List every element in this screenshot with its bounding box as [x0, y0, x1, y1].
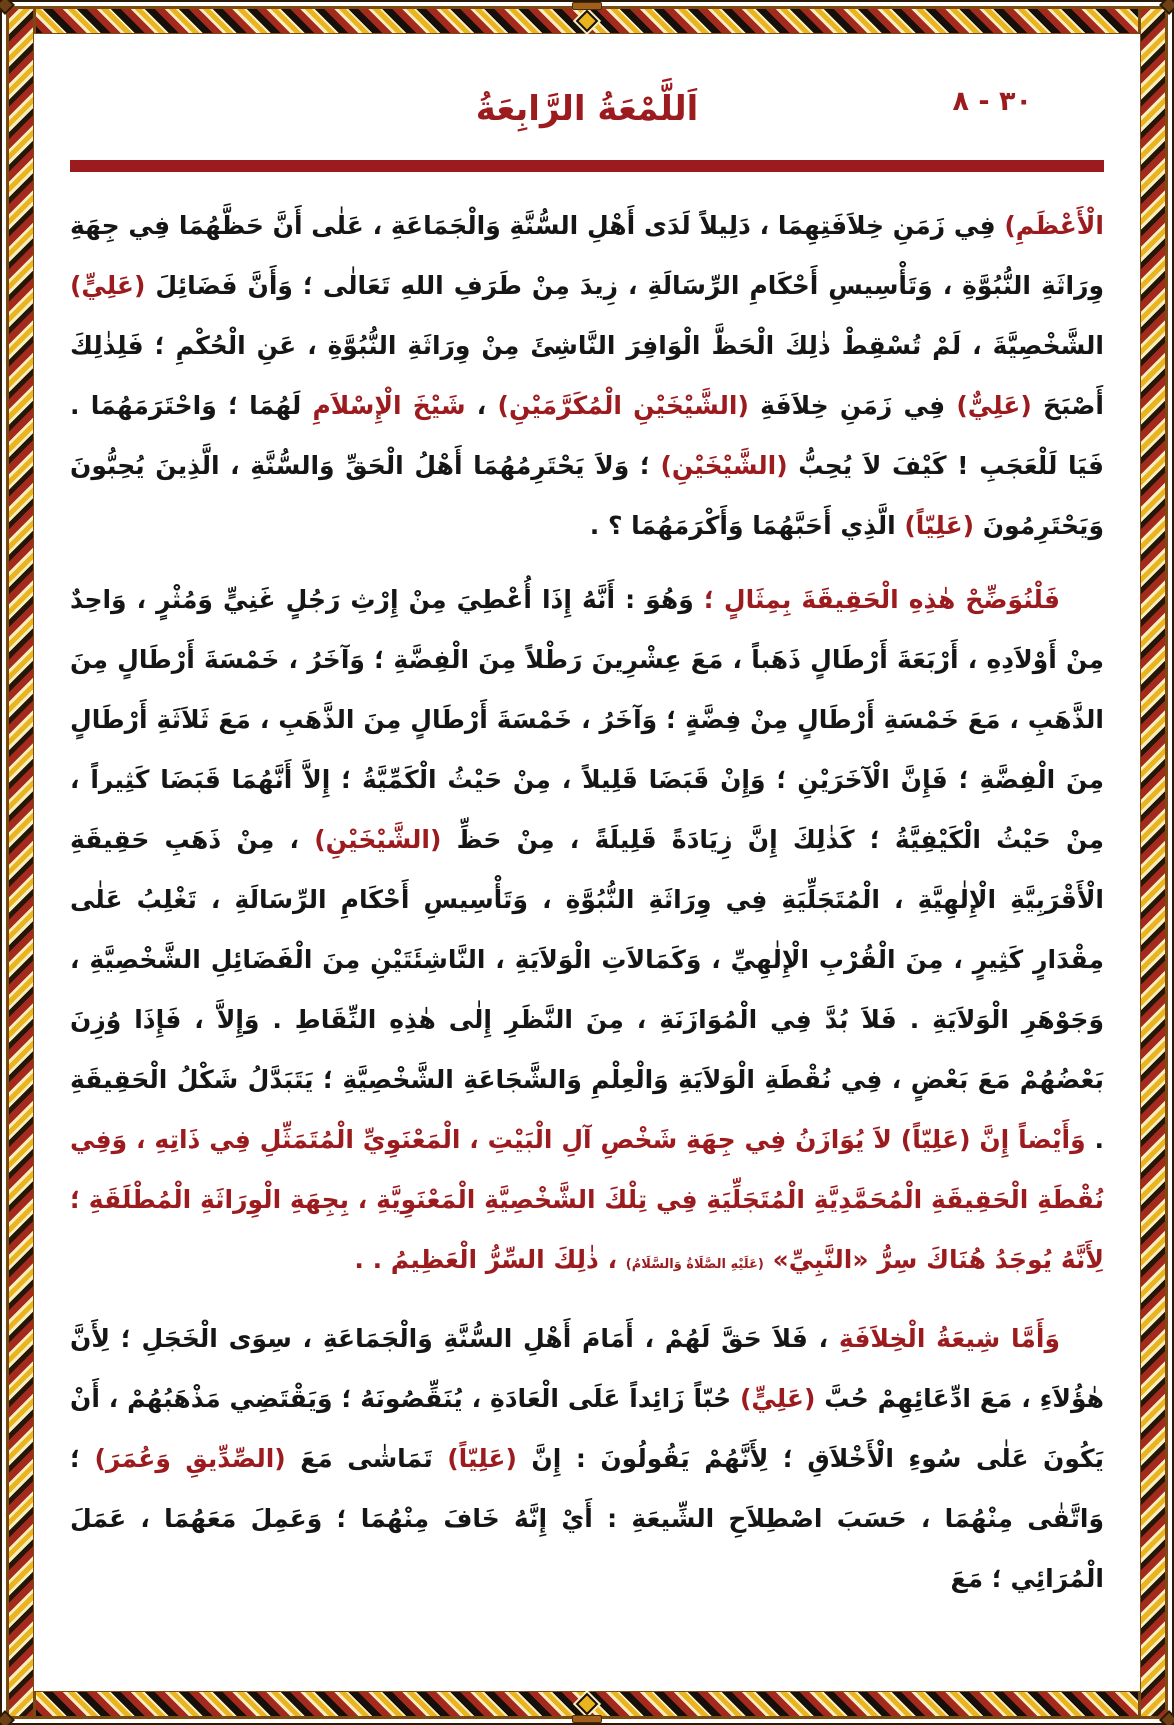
border-top-center-tab: [572, 2, 602, 10]
body-text: [70, 196, 1104, 1609]
border-bottom-band: [6, 1689, 1168, 1719]
text-segment: (عَلِيٍّ): [70, 271, 146, 300]
border-corner-ornament: [1159, 1710, 1174, 1725]
text-segment: ؛ وَاتَّقٰى مِنْهُمَا ، حَسَبَ اصْطِلاَحِ الشِّيعَةِ : أَيْ إِنَّهُ خَافَ مِنْهُمَا ؛ وَعَمِلَ مَعَهُمَا ، عَمَلَ الْمُرَائِي ؛ مَعَ: [70, 1444, 1104, 1593]
border-corner-ornament: [1159, 0, 1174, 15]
border-corner-ornament: [0, 0, 15, 15]
text-segment: (الشَّيْخَيْنِ الْمُكَرَّمَيْنِ): [497, 391, 749, 420]
text-segment: (الشَّيْخَيْنِ): [660, 451, 788, 480]
text-segment: (عَلِيّاً): [447, 1444, 517, 1473]
text-segment: وَأَيْضاً إِنَّ (عَلِيّاً) لاَ يُوَازَنُ فِي جِهَةِ شَخْصِ آلِ الْبَيْتِ ، الْمَعْنَوِيِّ الْمُتَمَثِّلِ فِي ذَاتِهِ ، وَفِي نُقْطَةِ الْحَقِيقَةِ الْمُحَمَّدِيَّةِ الْمُتَجَلِّيَةِ فِي تِلْكَ الشَّخْصِيَّةِ الْمَعْنَوِيَّةِ ، بِجِهَةِ الْوِرَاثَةِ الْمُطْلَقَةِ ؛ لِأَنَّهُ يُوجَدُ هُنَاكَ سِرُّ «النَّبِيِّ»: [70, 1125, 1104, 1274]
text-segment: الْأَعْظَمِ): [995, 211, 1104, 240]
text-segment: (الصِّدِّيقِ وَعُمَرَ): [94, 1444, 286, 1473]
border-corner-ornament: [0, 1710, 15, 1725]
page-title: اَللَّمْعَةُ الرَّابِعَةُ: [475, 89, 699, 129]
text-segment: الَّذِي أَحَبَّهُمَا وَأَكْرَمَهُمَا ؟ .: [589, 511, 905, 540]
text-segment: ، ذٰلِكَ السِّرُّ الْعَظِيمُ . .: [354, 1245, 626, 1274]
text-segment: تَمَاشٰى مَعَ: [285, 1444, 448, 1473]
page-header: [70, 74, 1104, 152]
text-segment: (الشَّيْخَيْنِ): [314, 825, 442, 854]
border-right-band: [1138, 6, 1168, 1719]
text-segment: شَيْخَ الْإِسْلاَمِ: [312, 391, 466, 420]
text-segment: فِي زَمَنِ خِلاَفَةِ: [748, 391, 957, 420]
paragraph: [70, 570, 1104, 1295]
border-left-band: [6, 6, 36, 1719]
text-segment: ، مِنْ ذَهَبِ حَقِيقَةِ الْأَقْرَبِيَّةِ الْإِلٰهِيَّةِ ، الْمُتَجَلِّيَةِ فِي وِرَاثَةِ النُّبُوَّةِ ، وَتَأْسِيسِ أَحْكَامِ الرِّسَالَةِ ، تَغْلِبُ عَلٰى مِقْدَارٍ كَثِيرٍ ، مِنَ الْقُرْبِ الْإِلٰهِيِّ ، وَكَمَالاَتِ الْوَلاَيَةِ ، النَّاشِئَتَيْنِ مِنَ الْفَضَائِلِ الشَّخْصِيَّةِ ، وَجَوْهَرِ الْوَلاَيَةِ . فَلاَ بُدَّ فِي الْمُوَازَنَةِ ، مِنَ النَّظَرِ إِلٰى هٰذِهِ النِّقَاطِ . وَإِلاَّ ، فَإِذَا وُزِنَ بَعْضُهُمْ مَعَ بَعْضٍ ، فِي نُقْطَةِ الْوَلاَيَةِ وَالْعِلْمِ وَالشَّجَاعَةِ الشَّخْصِيَّةِ ؛ يَتَبَدَّلُ شَكْلُ الْحَقِيقَةِ .: [70, 825, 1104, 1154]
paragraph: [70, 196, 1104, 556]
text-segment: وَهُوَ : أَنَّهُ إِذَا أُعْطِيَ مِنْ إِرْثِ رَجُلٍ غَنِيٍّ وَمُثْرٍ ، وَاحِدٌ مِنْ أَوْلاَدِهِ ، أَرْبَعَةَ أَرْطَالٍ ذَهَباً ، مَعَ عِشْرِينَ رَطْلاً مِنَ الْفِضَّةِ ؛ وَآخَرُ ، خَمْسَةَ أَرْطَالٍ مِنَ الذَّهَبِ ، مَعَ خَمْسَةِ أَرْطَالٍ مِنْ فِضَّةٍ ؛ وَآخَرُ ، خَمْسَةَ أَرْطَالٍ مِنَ الذَّهَبِ ، مَعَ ثَلاَثَةِ أَرْطَالٍ مِنَ الْفِضَّةِ ؛ فَإِنَّ الْآخَرَيْنِ ؛ وَإِنْ قَبَضَا قَلِيلاً ، مِنْ حَيْثُ الْكَمِّيَّةُ ؛ إِلاَّ أَنَّهُمَا قَبَضَا كَثِيراً ، مِنْ حَيْثُ الْكَيْفِيَّةُ ؛ كَذٰلِكَ إِنَّ زِيَادَةً قَلِيلَةً ، مِنْ حَظِّ: [70, 585, 1104, 854]
text-segment: لَهُمَا ؛ وَاحْتَرَمَهُمَا . فَيَا لَلْعَجَبِ ! كَيْفَ لاَ يُحِبُّ: [70, 391, 1104, 480]
salawat-seal: (عَلَيْهِ الصَّلَاةُ وَالسَّلَامُ): [625, 1257, 764, 1272]
paragraph: [70, 1309, 1104, 1609]
header-divider: [70, 160, 1104, 172]
text-segment: ،: [465, 391, 498, 420]
text-segment: ؛ وَلاَ يَحْتَرِمُهُمَا أَهْلُ الْحَقِّ وَالسُّنَّةِ ، الَّذِينَ يُحِبُّونَ وَيَحْتَرِمُونَ: [70, 451, 1104, 540]
text-segment: حُبّاً زَائِداً عَلَى الْعَادَةِ ، يُنَقِّصُونَهُ ؛ وَيَقْتَضِي مَذْهَبُهُمْ ، أَنْ يَكُونَ عَلٰى سُوءِ الْأَخْلاَقِ ؛ لِأَنَّهُمْ يَقُولُونَ : إِنَّ: [70, 1384, 1104, 1473]
text-segment: فَلْنُوَضِّحْ هٰذِهِ الْحَقِيقَةَ بِمِثَالٍ ؛: [693, 585, 1060, 614]
text-segment: (عَلِيّاً): [904, 511, 975, 540]
text-segment: فِي زَمَنِ خِلاَفَتِهِمَا ، دَلِيلاً لَدَى أَهْلِ السُّنَّةِ وَالْجَمَاعَةِ ، عَلٰى أَنَّ حَظَّهُمَا فِي جِهَةِ وِرَاثَةِ النُّبُوَّةِ ، وَتَأْسِيسِ أَحْكَامِ الرِّسَالَةِ ، زِيدَ مِنْ طَرَفِ اللهِ تَعَالٰى ؛ وَأَنَّ فَضَائِلَ: [70, 211, 1104, 300]
page-number: ٣٠ - ٨: [952, 86, 1032, 117]
text-segment: (عَلِيٌّ): [956, 391, 1032, 420]
page-content: [34, 34, 1140, 1691]
text-segment: الشَّخْصِيَّةَ ، لَمْ تُسْقِطْ ذٰلِكَ الْحَظَّ الْوَافِرَ النَّاشِئَ مِنْ وِرَاثَةِ النُّبُوَّةِ ، عَنِ الْحُكْمِ ؛ فَلِذٰلِكَ أَصْبَحَ: [70, 331, 1104, 420]
text-segment: (عَلِيٍّ): [739, 1384, 816, 1413]
border-bottom-center-tab: [572, 1715, 602, 1723]
border-top-band: [6, 6, 1168, 36]
text-segment: ، فَلاَ حَقَّ لَهُمْ ، أَمَامَ أَهْلِ السُّنَّةِ وَالْجَمَاعَةِ ، سِوَى الْخَجَلِ ؛ لِأَنَّ هٰؤُلاَءِ ، مَعَ ادِّعَائِهِمْ حُبَّ: [70, 1324, 1104, 1413]
text-segment: وَأَمَّا شِيعَةُ الْخِلاَفَةِ: [838, 1324, 1060, 1353]
